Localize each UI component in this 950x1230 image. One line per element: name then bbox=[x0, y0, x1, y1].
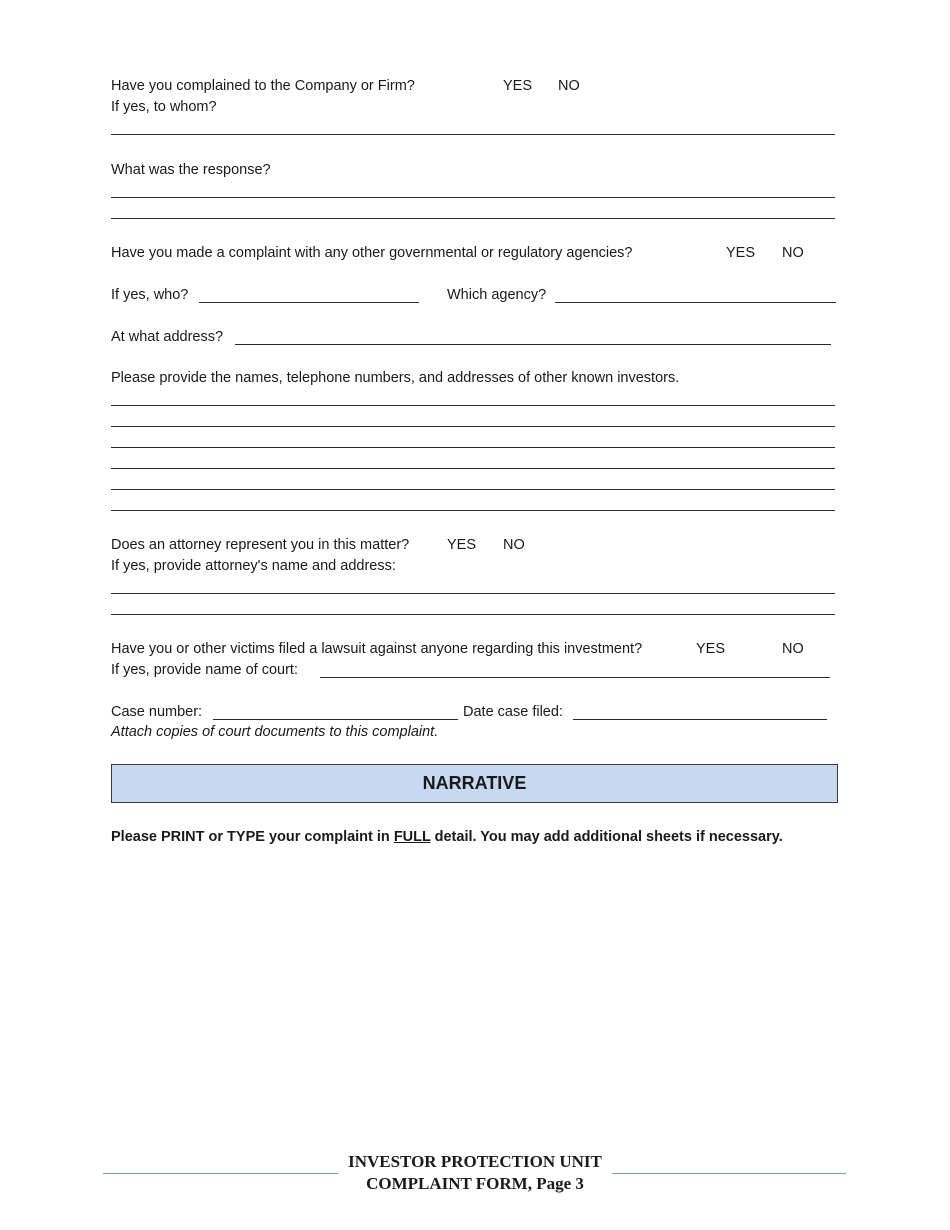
q8-no-option[interactable]: NO bbox=[782, 641, 804, 657]
q5-address-label: At what address? bbox=[111, 329, 224, 345]
narrative-writing-area[interactable] bbox=[111, 860, 836, 1130]
q3-yes-option[interactable]: YES bbox=[726, 245, 756, 261]
q4-who-label: If yes, who? bbox=[111, 287, 189, 303]
q2-answer-line-1[interactable] bbox=[111, 197, 835, 198]
q7-answer-line-2[interactable] bbox=[111, 614, 835, 615]
q5-address-line[interactable] bbox=[235, 344, 831, 345]
q8-question: Have you or other victims filed a lawsuit against anyone regarding this investment? bbox=[111, 641, 643, 657]
q4-agency-line[interactable] bbox=[555, 302, 836, 303]
attach-note: Attach copies of court documents to this complaint. bbox=[111, 724, 439, 740]
narrative-instructions bbox=[111, 829, 783, 845]
q1-question: Have you complained to the Company or Firm? bbox=[111, 78, 415, 94]
q7-no-option[interactable]: NO bbox=[503, 537, 525, 553]
q8-yes-option[interactable]: YES bbox=[696, 641, 726, 657]
footer-page: COMPLAINT FORM, Page 3 bbox=[366, 1174, 584, 1193]
narrative-heading-text: NARRATIVE bbox=[422, 773, 527, 793]
q6-answer-line-6[interactable] bbox=[111, 510, 835, 511]
q1-no-option[interactable]: NO bbox=[558, 78, 580, 94]
footer-rule-right bbox=[612, 1173, 846, 1174]
q9-date-line[interactable] bbox=[573, 719, 827, 720]
q6-answer-line-5[interactable] bbox=[111, 489, 835, 490]
q8-court-label: If yes, provide name of court: bbox=[111, 662, 298, 678]
q9-date-label: Date case filed: bbox=[463, 704, 563, 720]
q6-answer-line-1[interactable] bbox=[111, 405, 835, 406]
narrative-instr-pre: Please PRINT or TYPE your complaint in bbox=[111, 829, 394, 845]
narrative-instr-underline: FULL bbox=[393, 829, 431, 845]
q2-question: What was the response? bbox=[111, 162, 271, 178]
footer-title: INVESTOR PROTECTION UNIT bbox=[348, 1152, 602, 1171]
narrative-instr-post: detail. You may add additional sheets if necessary. bbox=[430, 829, 783, 845]
q1-followup: If yes, to whom? bbox=[111, 99, 217, 115]
q4-who-line[interactable] bbox=[199, 302, 419, 303]
q7-answer-line-1[interactable] bbox=[111, 593, 835, 594]
q2-answer-line-2[interactable] bbox=[111, 218, 835, 219]
narrative-heading bbox=[111, 764, 838, 803]
q3-question: Have you made a complaint with any other governmental or regulatory agencies? bbox=[111, 245, 633, 261]
footer-rule-left bbox=[103, 1173, 338, 1174]
q1-answer-line[interactable] bbox=[111, 134, 835, 135]
q7-yes-option[interactable]: YES bbox=[447, 537, 477, 553]
q6-answer-line-4[interactable] bbox=[111, 468, 835, 469]
q4-agency-label: Which agency? bbox=[447, 287, 547, 303]
q6-answer-line-3[interactable] bbox=[111, 447, 835, 448]
q9-case-line[interactable] bbox=[213, 719, 458, 720]
q7-followup: If yes, provide attorney's name and address: bbox=[111, 558, 396, 574]
q3-no-option[interactable]: NO bbox=[782, 245, 804, 261]
q1-yes-option[interactable]: YES bbox=[503, 78, 533, 94]
q9-case-label: Case number: bbox=[111, 704, 203, 720]
q6-question: Please provide the names, telephone numbers, and addresses of other known investors. bbox=[111, 370, 680, 386]
q6-answer-line-2[interactable] bbox=[111, 426, 835, 427]
q7-question: Does an attorney represent you in this matter? bbox=[111, 537, 410, 553]
q8-court-line[interactable] bbox=[320, 677, 830, 678]
